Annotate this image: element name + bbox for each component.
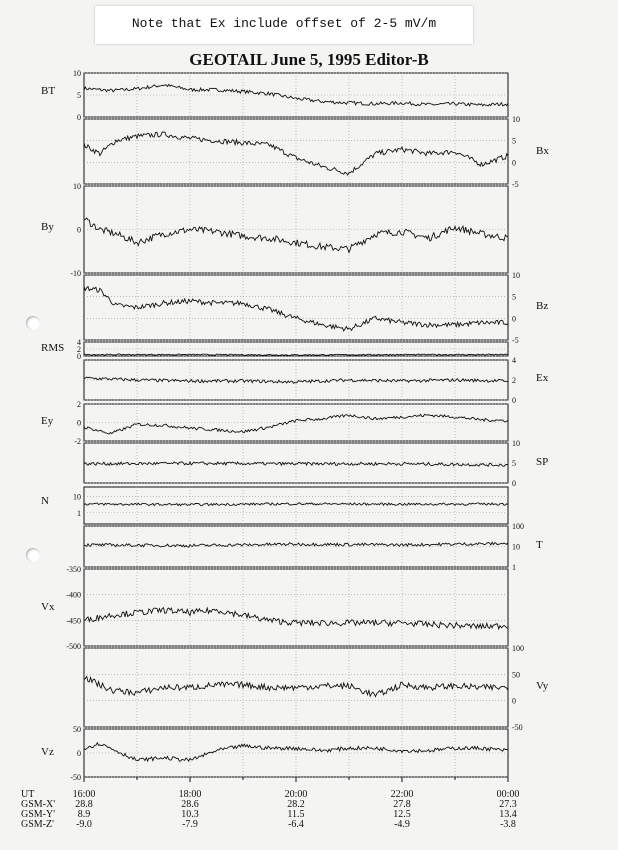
- panel-frame: [84, 569, 508, 646]
- series-line-vx: [84, 608, 508, 629]
- panel-vy: [84, 644, 549, 732]
- coord-value: -7.9: [182, 819, 198, 830]
- panel-by: [41, 182, 508, 278]
- tick-label: -50: [70, 773, 81, 782]
- tick-label: 4: [512, 356, 516, 365]
- series-line-sp: [84, 462, 508, 467]
- panel-rms: [41, 338, 508, 361]
- tick-label: 5: [77, 91, 81, 100]
- tick-label: -2: [74, 437, 81, 446]
- x-tick-label: 18:00: [178, 789, 202, 800]
- tick-label: 5: [512, 459, 516, 468]
- series-line-bx: [84, 132, 508, 175]
- coord-value: 8.9: [77, 809, 91, 820]
- tick-label: -350: [66, 565, 81, 574]
- tick-label: 10: [512, 271, 520, 280]
- panel-label: Vy: [536, 680, 549, 692]
- tick-label: -500: [66, 642, 81, 651]
- tick-label: 5: [512, 292, 516, 302]
- panel-label: Ex: [536, 372, 549, 384]
- tick-label: 2: [512, 376, 516, 385]
- tick-label: 10: [73, 492, 81, 502]
- tick-label: -5: [512, 336, 519, 345]
- tick-label: 50: [512, 670, 520, 680]
- tick-label: -10: [70, 269, 81, 278]
- coord-value: -3.8: [500, 819, 516, 830]
- tick-label: 5: [512, 136, 516, 146]
- panel-n: [41, 487, 508, 524]
- panel-label: SP: [536, 456, 549, 468]
- coord-row-label: GSM-Z': [21, 819, 54, 830]
- series-line-by: [84, 218, 508, 252]
- tick-label: 10: [73, 182, 81, 191]
- panel-bx: [84, 115, 549, 189]
- tick-label: 4: [77, 338, 81, 347]
- panel-label: Vx: [41, 601, 55, 613]
- coord-value: 13.4: [499, 809, 517, 820]
- coord-value: 28.8: [75, 799, 93, 810]
- panel-t: [84, 522, 543, 572]
- tick-label: 0: [77, 113, 81, 122]
- tick-label: 0: [512, 158, 516, 168]
- tick-label: 0: [512, 314, 516, 324]
- tick-label: 1: [77, 508, 81, 518]
- coord-value: 27.8: [393, 799, 411, 810]
- tick-label: 10: [73, 69, 81, 78]
- panel-label: Ey: [41, 415, 54, 427]
- coord-value: -4.9: [394, 819, 410, 830]
- tick-label: 0: [77, 418, 81, 428]
- panel-vz: [41, 725, 508, 782]
- tick-label: 0: [77, 352, 81, 361]
- tick-label: -50: [512, 723, 523, 732]
- x-tick-label: 20:00: [284, 789, 308, 800]
- tick-label: 10: [512, 115, 520, 124]
- tick-label: -5: [512, 180, 519, 189]
- tick-label: 0: [77, 749, 81, 758]
- panel-label: N: [41, 495, 49, 507]
- coord-value: -6.4: [288, 819, 304, 830]
- panel-label: T: [536, 539, 543, 551]
- tick-label: 0: [512, 696, 516, 706]
- panel-label: RMS: [41, 342, 65, 354]
- panel-bz: [84, 271, 548, 345]
- tick-label: 50: [73, 725, 81, 734]
- coord-value: 28.6: [181, 799, 199, 810]
- panel-label: BT: [41, 85, 56, 97]
- coord-value: 10.3: [181, 809, 199, 820]
- coord-row-label: GSM-Y': [21, 809, 56, 820]
- tick-label: -400: [66, 590, 81, 600]
- panel-label: Bx: [536, 145, 549, 157]
- coord-value: -9.0: [76, 819, 92, 830]
- panel-bt: [41, 69, 508, 122]
- chart-title: GEOTAIL June 5, 1995 Editor-B: [189, 50, 429, 69]
- tick-label: -450: [66, 616, 81, 626]
- panel-vx: [41, 565, 508, 651]
- x-tick-label: 16:00: [72, 789, 96, 800]
- note-text: Note that Ex include offset of 2-5 mV/m: [131, 16, 437, 31]
- panel-label: Bz: [536, 300, 549, 312]
- tick-label: 10: [512, 439, 520, 448]
- tick-label: 100: [512, 522, 524, 531]
- tick-label: 0: [512, 479, 516, 488]
- series-line-vz: [84, 743, 508, 761]
- panel-ex: [84, 356, 549, 405]
- coord-value: 11.5: [287, 809, 305, 820]
- panel-sp: [84, 439, 548, 488]
- tick-label: 10: [512, 542, 520, 552]
- coord-value: 27.3: [499, 799, 517, 810]
- coord-value: 28.2: [287, 799, 305, 810]
- tick-label: 100: [512, 644, 524, 653]
- panel-label: By: [41, 221, 54, 233]
- tick-label: 2: [77, 345, 81, 354]
- x-axis-label: UT: [21, 789, 35, 800]
- series-line-ey: [84, 414, 508, 434]
- x-tick-label: 00:00: [496, 789, 520, 800]
- tick-label: 2: [77, 400, 81, 409]
- tick-label: 0: [512, 396, 516, 405]
- x-tick-label: 22:00: [390, 789, 414, 800]
- panel-label: Vz: [41, 746, 54, 758]
- coord-row-label: GSM-X': [21, 799, 56, 810]
- panel-ey: [41, 400, 508, 446]
- tick-label: 1: [512, 563, 516, 572]
- coord-value: 12.5: [393, 809, 411, 820]
- tick-label: 0: [77, 225, 81, 235]
